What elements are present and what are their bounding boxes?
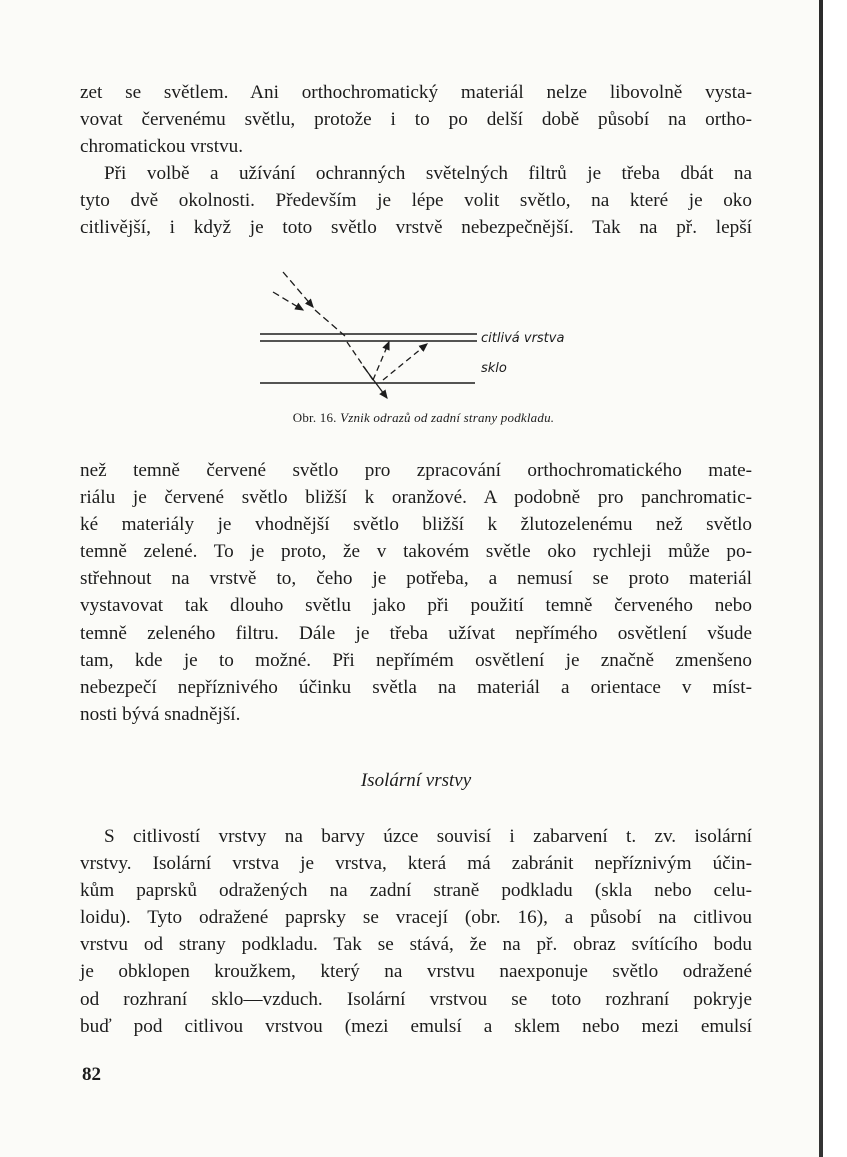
text-line: než temně červené světlo pro zpracování orthochromatického mate- [80,460,752,481]
text-line: S citlivostí vrstvy na barvy úzce souvisí i zabarvení t. zv. isolární [104,826,752,847]
text-line: kům paprsků odražených na zadní straně podkladu (skla nebo celu- [80,880,752,902]
reflected-ray-1 [373,342,389,380]
text-line: temně zelené. To je proto, že v takovém světle oko rychleji může po- [80,541,752,563]
page-margin [823,0,847,1157]
text-line: nosti bývá snadnější. [80,703,241,725]
text-line: je obklopen kroužkem, který na vrstvu naexponuje světlo odražené [80,961,752,983]
figure-caption [0,410,847,426]
text-line: temně zeleného filtru. Dále je třeba užívat nepřímého osvětlení všude [80,622,752,644]
figure-caption-number: Obr. 16. [292,410,337,425]
text-line: Při volbě a užívání ochranných světelných filtrů je třeba dbát na [104,163,752,184]
incident-ray-3 [315,310,345,336]
text-line: tam, kde je to možné. Při nepřímém osvětlení je značně zmenšeno [80,649,752,671]
paragraph-2 [80,160,752,241]
paragraph-4 [80,823,752,1040]
text-line: střehnout na vrstvě to, čeho je potřeba, a nemusí se proto materiál [80,568,752,590]
text-line: vrstvu od strany podkladu. Tak se stává, že na př. obraz svítícího bodu [80,934,752,956]
figure-16-diagram [255,262,615,410]
paragraph-3 [80,457,752,728]
text-line: riálu je červené světlo bližší k oranžové. A podobně pro panchromatic- [80,487,752,509]
incident-ray-2 [273,292,303,310]
exit-ray [363,366,387,398]
text-line: vovat červenému světlu, protože i to po delší době působí na ortho- [80,109,752,131]
text-line: nebezpečí nepříznivého účinku světla na materiál a orientace v míst- [80,676,752,698]
text-line: zet se světlem. Ani orthochromatický materiál nelze libovolně vysta- [80,82,752,103]
section-heading: Isolární vrstvy [360,770,472,791]
figure-caption-text: Vznik odrazů od zadní strany podkladu. [340,410,555,425]
label-sensitive-layer: citlivá vrstva [481,331,565,346]
text-line: buď pod citlivou vrstvou (mezi emulsí a sklem nebo mezi emulsí [80,1015,752,1037]
paragraph-1 [80,79,752,160]
text-line: od rozhraní sklo—vzduch. Isolární vrstvou se toto rozhraní pokryje [80,988,752,1010]
incident-ray-1 [283,272,313,307]
book-spine-edge [819,0,823,1157]
text-line: chromatickou vrstvu. [80,136,244,158]
label-glass: sklo [481,361,507,376]
text-line: loidu). Tyto odražené paprsky se vracejí (obr. 16), a působí na citlivou [80,907,752,929]
text-line: tyto dvě okolnosti. Především je lépe volit světlo, na které je oko [80,190,752,212]
text-line: vystavovat tak dlouho světlu jako při použití temně červeného nebo [80,595,752,617]
reflected-ray-2 [383,344,427,380]
text-line: vrstvy. Isolární vrstva je vrstva, která má zabránit nepříznivým účin- [80,853,752,875]
text-line: citlivější, i když je toto světlo vrstvě nebezpečnější. Tak na př. lepší [80,217,752,239]
page-number: 82 [82,1064,101,1085]
text-line: ké materiály je vhodnější světlo bližší k žlutozelenému než světlo [80,514,752,536]
